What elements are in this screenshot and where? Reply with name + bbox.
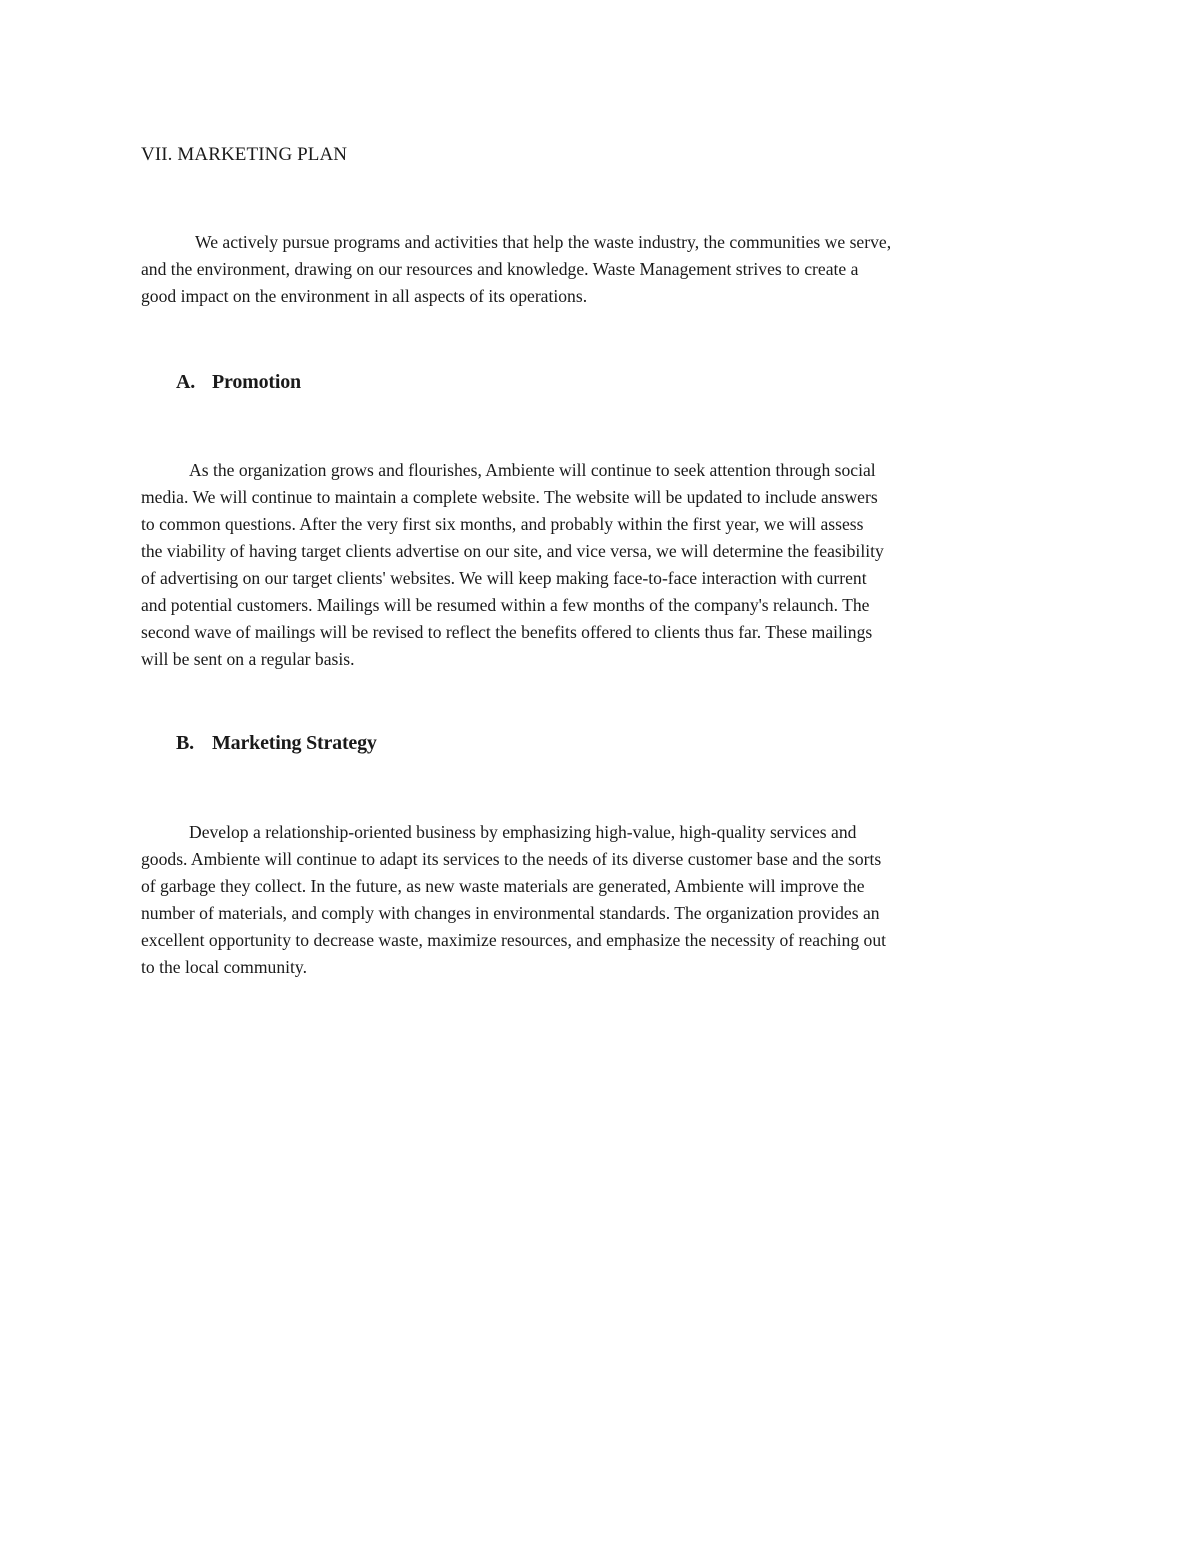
paragraph-line: As the organization grows and flourishes, Ambiente will continue to seek attention through social <box>189 460 876 480</box>
paragraph-line: excellent opportunity to decrease waste, maximize resources, and emphasize the necessity of reaching out <box>141 930 887 950</box>
paragraph-line: Develop a relationship-oriented business by emphasizing high-value, high-quality services and <box>189 822 857 842</box>
paragraph-line: good impact on the environment in all aspects of its operations. <box>141 286 588 306</box>
intro-paragraph <box>141 229 1071 310</box>
section-letter: A. <box>176 371 196 393</box>
paragraph-line: We actively pursue programs and activities that help the waste industry, the communities we serve, <box>195 232 892 252</box>
paragraph-line: will be sent on a regular basis. <box>141 649 355 669</box>
section-title: Promotion <box>212 371 301 393</box>
paragraph-line: to common questions. After the very first six months, and probably within the first year, we will assess <box>141 514 864 534</box>
section-letter: B. <box>176 732 194 754</box>
paragraph-line: of garbage they collect. In the future, as new waste materials are generated, Ambiente will improve the <box>141 876 865 896</box>
paragraph-line: media. We will continue to maintain a complete website. The website will be updated to include answers <box>141 487 878 507</box>
paragraph-line: and potential customers. Mailings will be resumed within a few months of the company's relaunch. The <box>141 595 870 615</box>
promotion-paragraph <box>141 457 1071 673</box>
section-title: Marketing Strategy <box>212 732 377 754</box>
paragraph-line: goods. Ambiente will continue to adapt its services to the needs of its diverse customer base and the sorts <box>141 849 882 869</box>
paragraph-line: of advertising on our target clients' websites. We will keep making face-to-face interaction with current <box>141 568 867 588</box>
marketing-strategy-paragraph <box>141 819 1071 981</box>
section-heading-promotion <box>176 371 301 394</box>
paragraph-line: number of materials, and comply with changes in environmental standards. The organization provides an <box>141 903 880 923</box>
paragraph-line: second wave of mailings will be revised to reflect the benefits offered to clients thus far. These mailings <box>141 622 873 642</box>
document-title: VII. MARKETING PLAN <box>141 144 348 165</box>
section-heading-marketing-strategy <box>176 732 377 755</box>
paragraph-line: and the environment, drawing on our resources and knowledge. Waste Management strives to create a <box>141 259 859 279</box>
paragraph-line: to the local community. <box>141 957 307 977</box>
paragraph-line: the viability of having target clients advertise on our site, and vice versa, we will determine the feasibility <box>141 541 884 561</box>
